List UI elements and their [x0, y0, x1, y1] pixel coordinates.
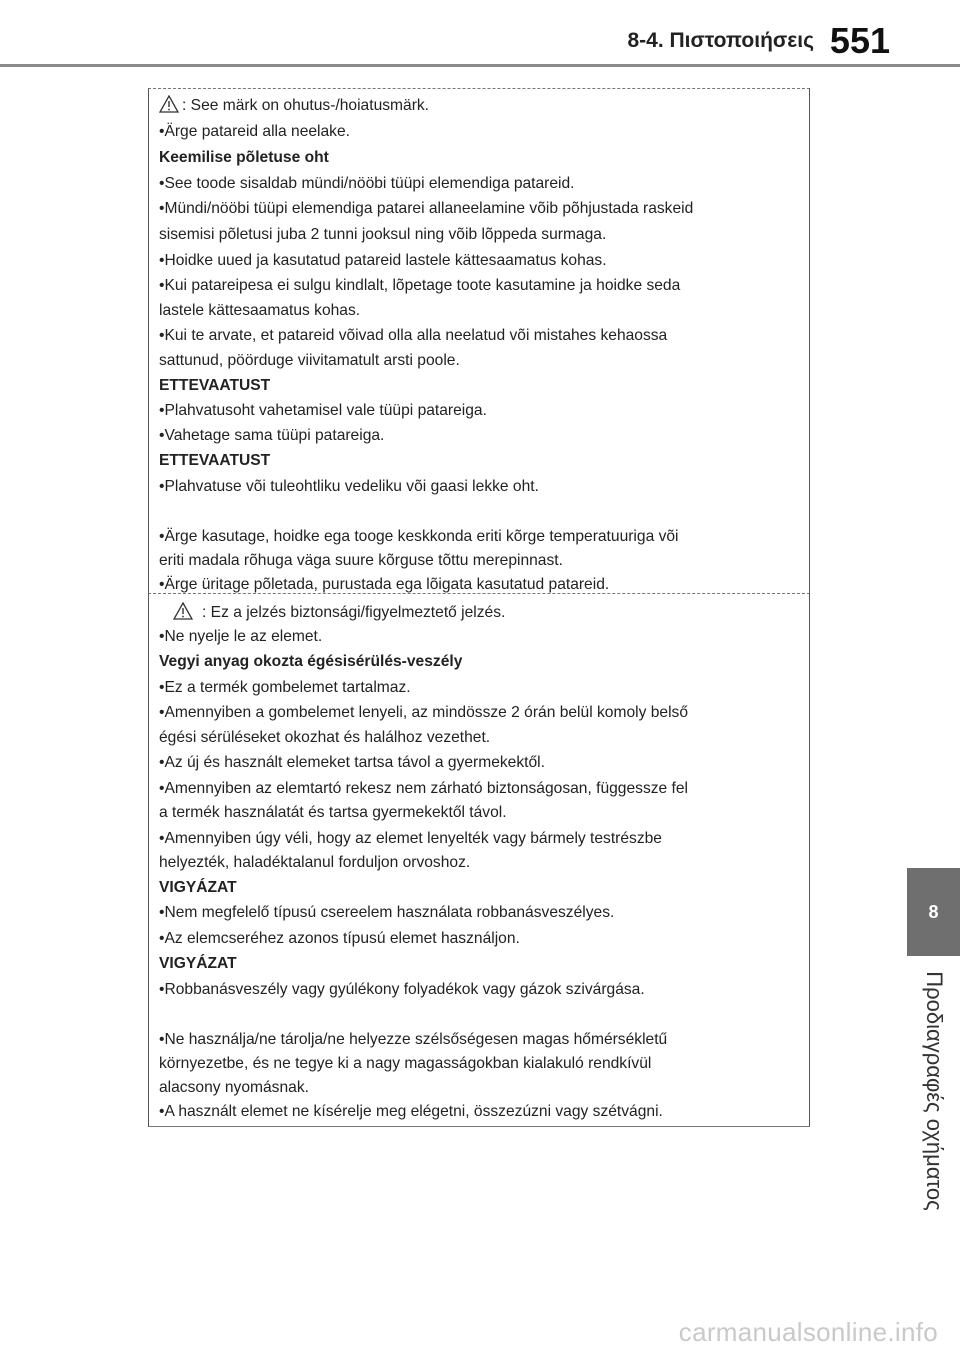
list-item: •Plahvatuse või tuleohtliku vedeliku või gaasi lekke oht.	[159, 478, 539, 495]
chapter-title: Προδιαγραφές οχήματος	[921, 971, 947, 1211]
list-item: •Ärge patareid alla neelake.	[159, 123, 350, 140]
list-item-continuation: környezetbe, és ne tegye ki a nagy magasságokban kialakuló rendkívül	[159, 1055, 652, 1072]
list-item: •Az új és használt elemeket tartsa távol a gyermekektől.	[159, 754, 545, 771]
list-item: •Nem megfelelő típusú csereelem használata robbanásveszélyes.	[159, 904, 615, 921]
section-heading: Keemilise põletuse oht	[159, 149, 329, 166]
list-item: •Kui te arvate, et patareid võivad olla alla neelatud või mistahes kehaossa	[159, 327, 668, 344]
list-item: •Az elemcseréhez azonos típusú elemet használjon.	[159, 930, 520, 947]
section-heading: Vegyi anyag okozta égésisérülés-veszély	[159, 653, 463, 670]
section-heading: ETTEVAATUST	[159, 377, 271, 394]
warning-triangle-icon	[159, 95, 179, 113]
section-heading: VIGYÁZAT	[159, 955, 237, 972]
list-item: •See toode sisaldab mündi/nööbi tüüpi elemendiga patareid.	[159, 175, 575, 192]
list-item: •Kui patareipesa ei sulgu kindlalt, lõpetage toote kasutamine ja hoidke seda	[159, 277, 681, 294]
list-item: •Hoidke uued ja kasutatud patareid lastele kättesaamatus kohas.	[159, 252, 607, 269]
list-item: •Ne használja/ne tárolja/ne helyezze szélsőségesen magas hőmérsékletű	[159, 1031, 668, 1048]
list-item-continuation: a termék használatát és tartsa gyermekektől távol.	[159, 804, 507, 821]
header-divider	[0, 64, 960, 67]
warning-triangle-icon	[173, 602, 193, 620]
list-item: •Plahvatusoht vahetamisel vale tüüpi patareiga.	[159, 402, 487, 419]
section-title: 8-4. Πιστοποιήσεις	[627, 29, 814, 52]
list-item-continuation: helyezték, haladéktalanul forduljon orvoshoz.	[159, 854, 471, 871]
warning-symbol-line: : Ez a jelzés biztonsági/figyelmeztető jelzés.	[159, 602, 505, 623]
list-item-continuation: lastele kättesaamatus kohas.	[159, 302, 361, 319]
hungarian-warning-box	[148, 594, 810, 1127]
section-heading: VIGYÁZAT	[159, 879, 237, 896]
list-item: •Amennyiben az elemtartó rekesz nem zárható biztonságosan, függessze fel	[159, 780, 689, 797]
list-item: •Ärge üritage põletada, purustada ega lõigata kasutatud patareid.	[159, 576, 610, 593]
section-heading: ETTEVAATUST	[159, 452, 271, 469]
list-item-continuation: eriti madala rõhuga väga suure kõrguse tõttu merepinnast.	[159, 552, 563, 569]
list-item: •Ez a termék gombelemet tartalmaz.	[159, 679, 411, 696]
list-item: •Vahetage sama tüüpi patareiga.	[159, 427, 385, 444]
list-item-continuation: sisemisi põletusi juba 2 tunni jooksul ning võib lõppeda surmaga.	[159, 226, 607, 243]
list-item: •Mündi/nööbi tüüpi elemendiga patarei allaneelamine võib põhjustada raskeid	[159, 200, 694, 217]
list-item-continuation: sattunud, pöörduge viivitamatult arsti poole.	[159, 352, 460, 369]
list-item: •Amennyiben úgy véli, hogy az elemet lenyelték vagy bármely testrészbe	[159, 830, 662, 847]
page-number: 551	[829, 20, 890, 61]
list-item: •A használt elemet ne kísérelje meg elégetni, összezúzni vagy szétvágni.	[159, 1103, 663, 1120]
list-item-continuation: alacsony nyomásnak.	[159, 1079, 309, 1096]
watermark: carmanualsonline.info	[678, 1317, 938, 1347]
warning-symbol-line: : See märk on ohutus-/hoiatusmärk.	[159, 95, 429, 116]
chapter-title-vertical	[907, 966, 960, 1216]
chapter-number: 8	[928, 901, 939, 922]
list-item: •Ärge kasutage, hoidke ega tooge keskkonda eriti kõrge temperatuuriga või	[159, 528, 679, 545]
estonian-warning-box	[148, 88, 810, 594]
chapter-tab[interactable]	[907, 868, 960, 956]
list-item: •Amennyiben a gombelemet lenyeli, az mindössze 2 órán belül komoly belső	[159, 704, 688, 721]
list-item: •Ne nyelje le az elemet.	[159, 628, 323, 645]
list-item-continuation: égési sérüléseket okozhat és halálhoz vezethet.	[159, 729, 491, 746]
list-item: •Robbanásveszély vagy gyúlékony folyadékok vagy gázok szivárgása.	[159, 981, 645, 998]
